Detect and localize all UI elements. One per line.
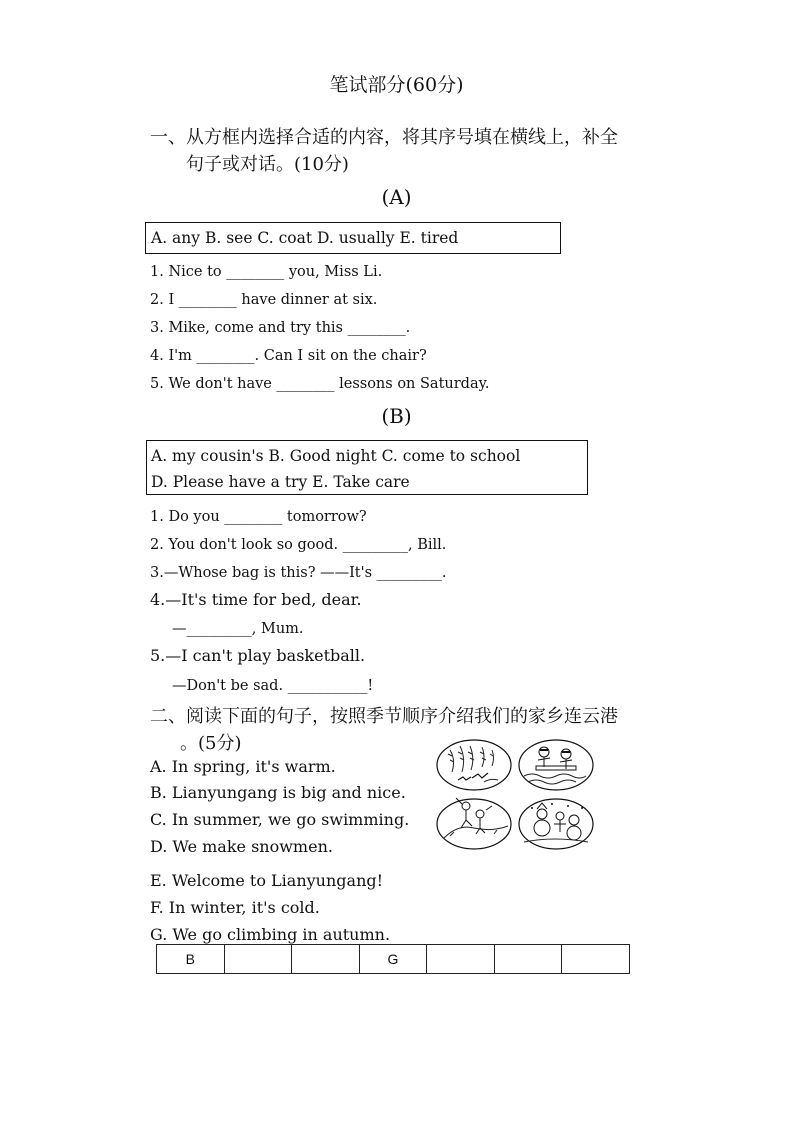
sentence-c: C. In summer, we go swimming. (150, 810, 410, 829)
sentence-f: F. In winter, it's cold. (150, 898, 320, 917)
b-question-4-reply: —_________, Mum. (172, 621, 304, 637)
a-question-3: 3. Mike, come and try this ________. (150, 320, 411, 336)
part-a-options: A. any B. see C. coat D. usually E. tired (151, 229, 459, 247)
b-question-5: 5.—I can't play basketball. (150, 646, 366, 665)
part-a-options-box (145, 222, 561, 254)
autumn-climbing-kids-icon (437, 798, 511, 849)
b-question-4: 4.—It's time for bed, dear. (150, 590, 362, 609)
section2-heading-cont: 。(5分) (180, 733, 242, 754)
answer-cell-3[interactable] (292, 945, 360, 974)
section2-heading: 二、阅读下面的句子，按照季节顺序介绍我们的家乡连云港 (150, 706, 618, 727)
a-question-5: 5. We don't have ________ lessons on Saturday. (150, 376, 490, 392)
section1-heading-cont: 句子或对话。(10分) (186, 154, 349, 175)
answer-cell-2[interactable] (224, 945, 292, 974)
b-question-2: 2. You don't look so good. _________, Bill. (150, 537, 447, 553)
winter-snowmen-icon (519, 799, 593, 849)
seasons-pictures (436, 738, 596, 852)
b-question-3: 3.—Whose bag is this? ——It's _________. (150, 565, 447, 581)
sentence-e: E. Welcome to Lianyungang! (150, 871, 384, 890)
part-b-options-line2: D. Please have a try E. Take care (151, 473, 410, 491)
answer-cell-1[interactable]: B (157, 945, 225, 974)
a-question-4: 4. I'm ________. Can I sit on the chair? (150, 348, 427, 364)
b-question-1: 1. Do you ________ tomorrow? (150, 509, 367, 525)
spring-willows-swallows-icon (437, 740, 511, 790)
a-question-1: 1. Nice to ________ you, Miss Li. (150, 264, 383, 280)
part-b-label: (B) (381, 404, 412, 428)
part-a-label: (A) (381, 185, 412, 209)
sentence-a: A. In spring, it's warm. (150, 757, 336, 776)
part-b-options-line1: A. my cousin's B. Good night C. come to school (151, 447, 521, 465)
answer-cell-7[interactable] (562, 945, 630, 974)
sentence-d: D. We make snowmen. (150, 837, 333, 856)
sentence-b: B. Lianyungang is big and nice. (150, 783, 406, 802)
answer-cell-5[interactable] (427, 945, 495, 974)
section1-heading: 一、从方框内选择合适的内容，将其序号填在横线上，补全 (150, 127, 618, 148)
answer-table (156, 944, 630, 974)
summer-swimming-kids-icon (519, 740, 593, 790)
answer-cell-4[interactable]: G (359, 945, 427, 974)
page-title: 笔试部分(60分) (329, 74, 464, 96)
b-question-5-reply: —Don't be sad. ___________! (172, 678, 374, 694)
a-question-2: 2. I ________ have dinner at six. (150, 292, 378, 308)
part-b-options-box (146, 440, 588, 495)
sentence-g: G. We go climbing in autumn. (150, 925, 391, 944)
answer-cell-6[interactable] (494, 945, 562, 974)
